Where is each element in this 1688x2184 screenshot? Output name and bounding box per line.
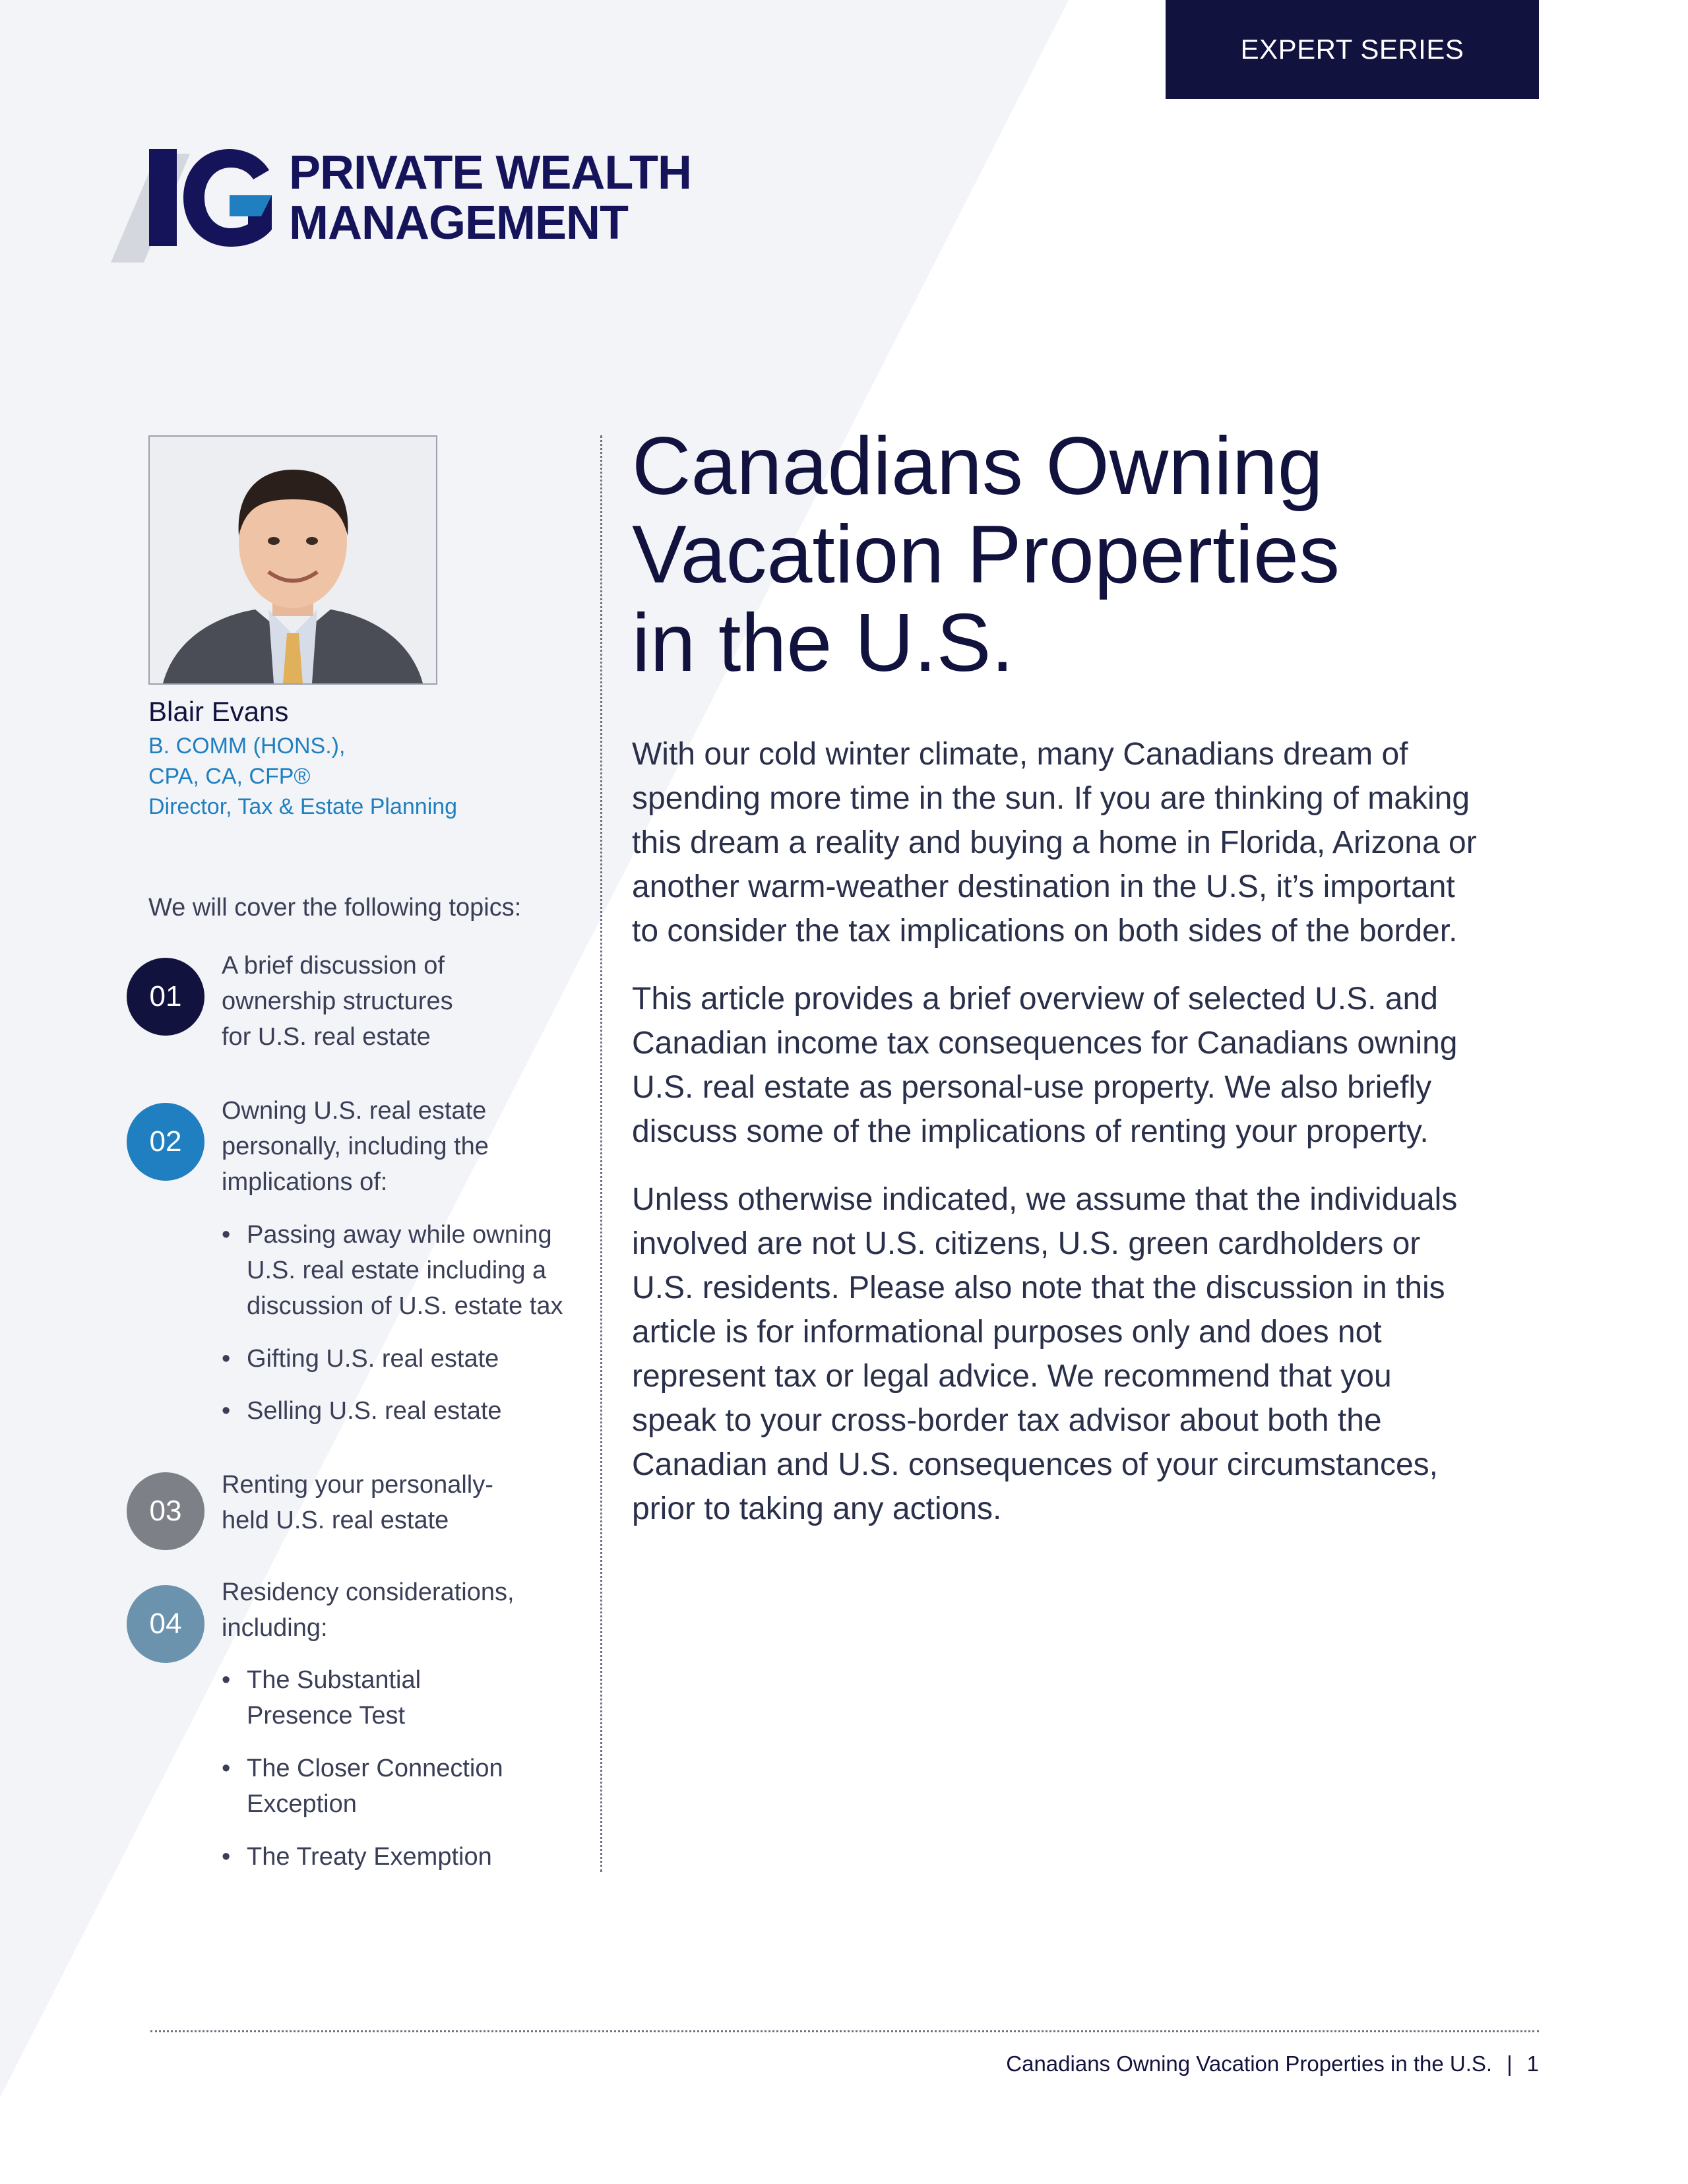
bullet-dot-icon: •: [222, 1666, 231, 1694]
bullet-dot-icon: •: [222, 1755, 231, 1782]
author-title: Director, Tax & Estate Planning: [148, 794, 458, 819]
bullet-line: The Treaty Exemption: [247, 1843, 492, 1871]
topic-line: including:: [222, 1614, 328, 1642]
footer-title: Canadians Owning Vacation Properties in the U.S.: [1006, 2051, 1493, 2076]
bullet-dot-icon: •: [222, 1221, 231, 1249]
paragraph: [632, 1177, 1555, 1531]
ig-monogram-icon: [111, 131, 282, 263]
portrait-icon: [150, 437, 436, 683]
author-credential-line: CPA, CA, CFP®: [148, 764, 311, 789]
paragraph-line: Canadian income tax consequences for Canadians owning: [632, 1026, 1458, 1061]
bullet-line: Passing away while owning: [247, 1221, 552, 1249]
bullet-dot-icon: •: [222, 1397, 231, 1425]
paragraph-line: article is for informational purposes only and does not: [632, 1315, 1382, 1350]
topic-number: 03: [149, 1495, 182, 1527]
footer: [1006, 2051, 1539, 2076]
bullet-line: Exception: [247, 1790, 357, 1818]
bullet-line: discussion of U.S. estate tax: [247, 1292, 563, 1320]
title-line: in the U.S.: [632, 598, 1014, 689]
topic-number: 04: [149, 1607, 182, 1640]
expert-series-badge: [1166, 0, 1539, 99]
topic-line: A brief discussion of: [222, 952, 445, 980]
topic-number-badge: [127, 958, 204, 1036]
topic-number: 02: [149, 1125, 182, 1158]
expert-series-label: EXPERT SERIES: [1240, 34, 1464, 65]
title-line: Vacation Properties: [632, 509, 1340, 600]
article-title: [632, 422, 1340, 687]
paragraph: [632, 977, 1555, 1154]
topic-number-badge: [127, 1103, 204, 1181]
paragraph-line: Unless otherwise indicated, we assume that the individuals: [632, 1182, 1458, 1217]
topic-line: personally, including the: [222, 1133, 489, 1160]
title-line: Canadians Owning: [632, 421, 1323, 512]
author-name: Blair Evans: [148, 696, 289, 727]
logo-line-2: MANAGEMENT: [289, 197, 628, 249]
paragraph-line: U.S. real estate as personal-use property. We also briefly: [632, 1070, 1432, 1105]
paragraph-line: speak to your cross-border tax advisor about both the: [632, 1403, 1382, 1438]
page-number: 1: [1526, 2051, 1539, 2076]
paragraph-line: Canadian and U.S. consequences of your circumstances,: [632, 1447, 1439, 1482]
bullet-dot-icon: •: [222, 1843, 231, 1871]
topic-line: ownership structures: [222, 987, 453, 1015]
topic-item: [222, 948, 453, 1055]
paragraph: [632, 732, 1555, 953]
footer-divider: [150, 2030, 1539, 2032]
topic-item: [222, 1467, 493, 1538]
bullet-line: Selling U.S. real estate: [247, 1397, 502, 1425]
topic-line: Owning U.S. real estate: [222, 1097, 487, 1125]
topic-line: implications of:: [222, 1168, 388, 1196]
topic-line: held U.S. real estate: [222, 1507, 449, 1534]
topic-item: [222, 1093, 489, 1200]
author-credentials: [148, 731, 457, 822]
topic-item: [222, 1575, 515, 1646]
topic-line: Residency considerations,: [222, 1578, 515, 1606]
topic-number-badge: [127, 1585, 204, 1663]
paragraph-line: represent tax or legal advice. We recommend that you: [632, 1359, 1392, 1394]
paragraph-line: another warm-weather destination in the U.S, it’s important: [632, 869, 1455, 904]
paragraph-line: prior to taking any actions.: [632, 1491, 1002, 1526]
footer-separator: |: [1507, 2051, 1513, 2076]
bullet-line: Presence Test: [247, 1702, 406, 1730]
bullet-line: The Closer Connection: [247, 1755, 503, 1782]
column-divider: [600, 435, 602, 1872]
paragraph-line: This article provides a brief overview of selected U.S. and: [632, 982, 1438, 1016]
paragraph-line: discuss some of the implications of renting your property.: [632, 1114, 1429, 1149]
author-credential-line: B. COMM (HONS.),: [148, 733, 346, 759]
ig-logo: [111, 131, 704, 263]
author-photo: [148, 435, 437, 685]
bullet-line: U.S. real estate including a: [247, 1257, 547, 1284]
article-body: [632, 732, 1555, 1555]
paragraph-line: spending more time in the sun. If you are thinking of making: [632, 781, 1470, 816]
paragraph-line: to consider the tax implications on both sides of the border.: [632, 914, 1458, 949]
paragraph-line: With our cold winter climate, many Canadians dream of: [632, 737, 1408, 772]
topics-intro: We will cover the following topics:: [148, 894, 522, 921]
topic-line: Renting your personally-: [222, 1471, 493, 1499]
topic-line: for U.S. real estate: [222, 1023, 431, 1051]
topic-number-badge: [127, 1472, 204, 1550]
paragraph-line: U.S. residents. Please also note that the discussion in this: [632, 1270, 1445, 1305]
bullet-line: The Substantial: [247, 1666, 422, 1694]
paragraph-line: involved are not U.S. citizens, U.S. green cardholders or: [632, 1226, 1421, 1261]
bullet-dot-icon: •: [222, 1345, 231, 1373]
bullet-line: Gifting U.S. real estate: [247, 1345, 499, 1373]
logo-line-1: PRIVATE WEALTH: [289, 146, 691, 199]
paragraph-line: this dream a reality and buying a home in Florida, Arizona or: [632, 825, 1477, 860]
topic-number: 01: [149, 980, 182, 1013]
